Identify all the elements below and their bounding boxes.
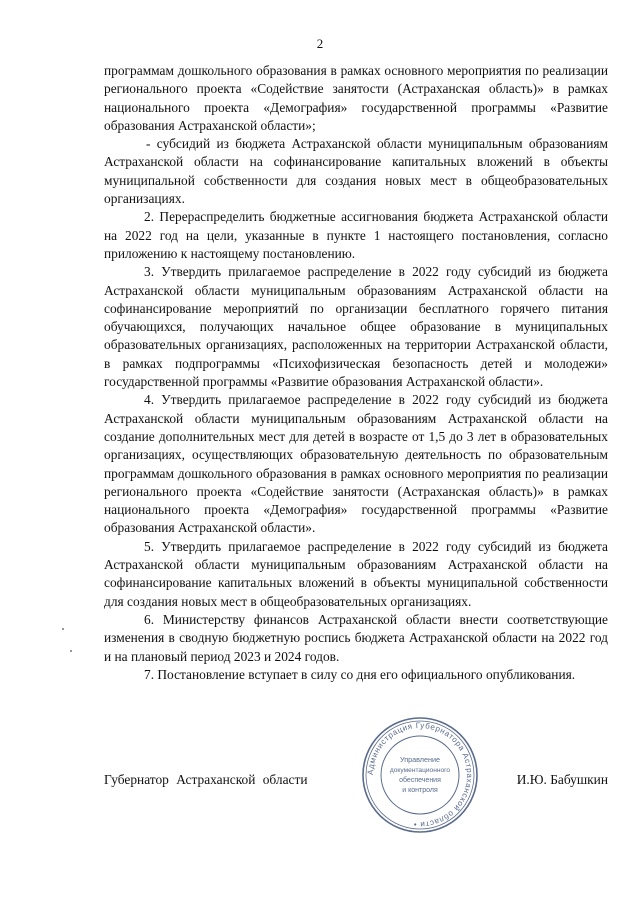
paragraph-7: 7. Постановление вступает в силу со дня его официального опубликования. xyxy=(144,666,576,682)
svg-text:Администрация Губернатора Астр: Администрация Губернатора Астраханской области • xyxy=(365,720,475,830)
signatory-name: И.Ю. Бабушкин xyxy=(516,772,608,787)
official-seal-stamp xyxy=(360,715,480,835)
scan-speck xyxy=(62,628,64,630)
paragraph-6: 6. Министерству финансов Астраханской области внести соответствующие изменения в сводную бюджетную роспись бюджета Астраханской области на 2022 год и на плановый период 2023 и 2024 годов. xyxy=(104,611,608,664)
paragraph-5: 5. Утвердить прилагаемое распределение в 2022 году субсидий из бюджета Астраханской области муниципальным образованиям Астраханской области на софинансирование капитальных вложений в объекты муниципальной собственности для создания новых мест в общеобразовательных организациях. xyxy=(104,538,608,609)
paragraph-3: 3. Утвердить прилагаемое распределение в 2022 году субсидий из бюджета Астраханской области муниципальным образованиям Астраханской области на софинансирование мероприятий по организации бесплатного горячего питания обучающихся, получающих начальное общее образование в муниципальных образовательных организациях, расположенных на территории Астраханской области, в рамках подпрограммы «Психофизическая безопасность детей и молодежи» государственной программы «Развитие образования Астраханской области». xyxy=(104,264,608,390)
page-number: 2 xyxy=(316,36,324,51)
scan-speck xyxy=(70,650,72,652)
signatory-title: Губернатор Астраханской области xyxy=(104,772,308,787)
paragraph-4: 4. Утвердить прилагаемое распределение в 2022 году субсидий из бюджета Астраханской области муниципальным образованиям Астраханской области на создание дополнительных мест для детей в возрасте от 1,5 до 3 лет в образовательных организациях, осуществляющих образовательную деятельность по образовательным программам дошкольного образования в рамках основного мероприятия по реализации регионального проекта «Содействие занятости (Астраханская область)» в рамках национального проекта «Демография» государственной программы «Развитие образования Астраханской области». xyxy=(104,392,608,536)
seal-graphic xyxy=(360,715,480,835)
paragraph-continuation: программам дошкольного образования в рамках основного мероприятия по реализации регионального проекта «Содействие занятости (Астраханская область)» в рамках национального проекта «Демография» государственной программы «Развитие образования Астраханской области»; xyxy=(104,63,608,133)
svg-text:Управление: Управление xyxy=(400,755,440,764)
paragraph-2: 2. Перераспределить бюджетные ассигнования бюджета Астраханской области на 2022 год на цели, указанные в пункте 1 настоящего постановления, согласно приложению к настоящему постановлению. xyxy=(104,209,608,261)
svg-text:обеспечения: обеспечения xyxy=(399,777,441,784)
document-body xyxy=(104,62,608,684)
svg-text:документационного: документационного xyxy=(389,767,451,774)
svg-text:и контроля: и контроля xyxy=(402,787,438,794)
paragraph-subsidy-item: - субсидий из бюджета Астраханской области муниципальным образованиям Астраханской области на софинансирование капитальных вложений в объекты муниципальной собственности для создания новых мест в общеобразовательных организациях. xyxy=(104,136,608,207)
